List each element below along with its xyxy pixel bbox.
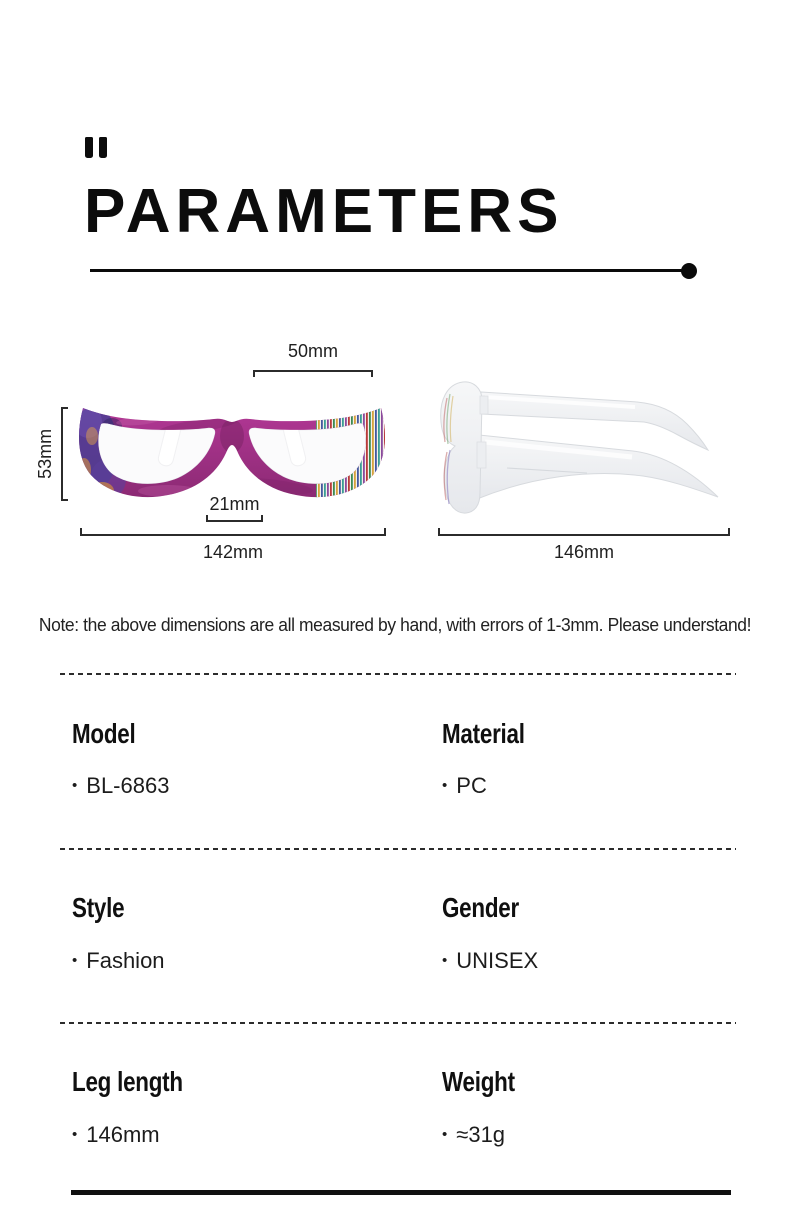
spec-value-gender <box>442 950 538 972</box>
bridge-width-bracket <box>206 515 263 522</box>
separator-dashed-3 <box>60 1022 736 1024</box>
spec-value-style <box>72 950 165 972</box>
frame-width-bracket <box>80 528 386 536</box>
spec-value-leg-length <box>72 1124 160 1146</box>
spec-label-gender: Gender <box>442 892 519 923</box>
spec-label-model: Model <box>72 718 136 749</box>
bullet-icon: • <box>72 777 78 794</box>
spec-value-weight <box>442 1124 505 1146</box>
spec-value-text: ≈31g <box>456 1122 506 1147</box>
bullet-icon: • <box>442 952 448 969</box>
page-title: PARAMETERS <box>84 177 564 246</box>
temple-length-label: 146mm <box>553 542 615 562</box>
spec-value-text: BL-6863 <box>86 773 170 798</box>
spec-value-text: Fashion <box>86 948 165 973</box>
spec-value-material <box>442 775 487 797</box>
quote-icon <box>85 137 109 158</box>
temple-length-bracket <box>438 528 730 536</box>
bridge-width-label: 21mm <box>209 494 260 514</box>
spec-label-leg-length: Leg length <box>72 1066 183 1097</box>
spec-label-weight: Weight <box>442 1066 515 1097</box>
spec-value-text: 146mm <box>86 1122 160 1147</box>
frame-width-label: 142mm <box>202 542 264 562</box>
spec-label-material: Material <box>442 718 525 749</box>
bottom-rule <box>71 1190 731 1195</box>
bullet-icon: • <box>72 952 78 969</box>
separator-dashed-1 <box>60 673 736 675</box>
bullet-icon: • <box>442 777 448 794</box>
bullet-icon: • <box>72 1126 78 1143</box>
separator-dashed-2 <box>60 848 736 850</box>
spec-value-text: UNISEX <box>456 948 539 973</box>
title-underline <box>90 269 682 272</box>
lens-height-bracket <box>61 407 68 501</box>
side-view-image <box>437 380 730 515</box>
spec-label-style: Style <box>72 892 125 923</box>
front-view-image <box>78 396 386 500</box>
spec-value-model <box>72 775 169 797</box>
bullet-icon: • <box>442 1126 448 1143</box>
title-underline-dot <box>681 263 697 279</box>
spec-value-text: PC <box>456 773 487 798</box>
measurement-note: Note: the above dimensions are all measured by hand, with errors of 1-3mm. Please understand! <box>38 615 752 635</box>
lens-height-label: 53mm <box>35 428 56 479</box>
lens-width-label: 50mm <box>287 341 338 361</box>
lens-width-bracket <box>253 370 373 377</box>
